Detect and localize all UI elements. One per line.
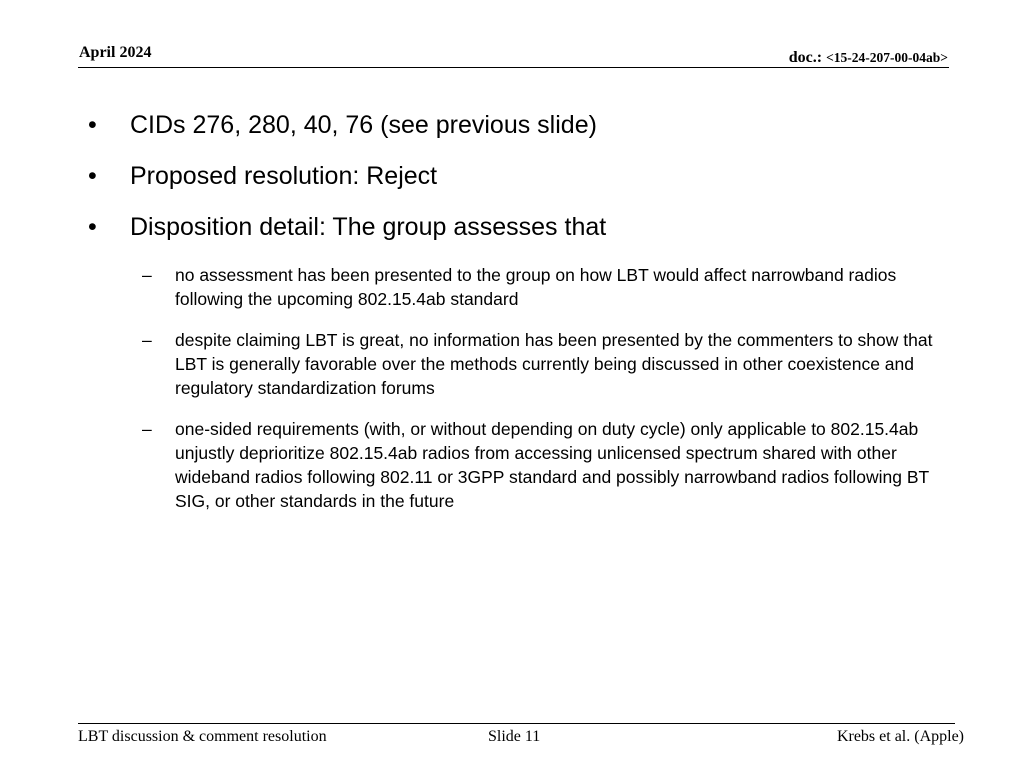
bullet-resolution (88, 161, 958, 192)
bullet-disposition (88, 212, 958, 243)
bullet-mark: • (88, 213, 97, 241)
sub-bullet-text: no assessment has been presented to the group on how LBT would affect narrowband radios following the upcoming 802.15.4ab standard (175, 265, 897, 309)
bullet-mark: • (88, 162, 97, 190)
header-doc-id (789, 49, 948, 67)
sub-bullet-text: despite claiming LBT is great, no information has been presented by the commenters to show that LBT is generally favorable over the methods currently being discussed in other coexistence and regulatory standardization forums (175, 330, 933, 398)
sub-bullet-one-sided (88, 417, 958, 513)
sub-bullet-no-assessment (88, 263, 958, 311)
footer-divider (78, 723, 955, 724)
bullet-mark: • (88, 111, 97, 139)
header-divider (78, 67, 949, 68)
sub-bullet-list (88, 263, 958, 513)
sub-bullet-mark: – (142, 265, 152, 285)
sub-bullet-lbt-claims (88, 328, 958, 400)
slide-number: Slide 11 (488, 728, 541, 745)
bullet-text: Disposition detail: The group assesses that (130, 213, 607, 241)
sub-bullet-mark: – (142, 419, 152, 439)
header-date: April 2024 (79, 44, 152, 61)
footer-authors: Krebs et al. (Apple) (836, 728, 964, 745)
bullet-text: CIDs 276, 280, 40, 76 (see previous slide) (130, 111, 597, 139)
footer-title: LBT discussion & comment resolution (78, 728, 327, 745)
doc-label: doc.: (788, 49, 827, 66)
sub-bullet-text: one-sided requirements (with, or without depending on duty cycle) only applicable to 802.15.4ab unjustly deprioritize 802.15.4ab radios from accessing unlicensed spectrum shared with other wideband radios following 802.11 or 3GPP standard and possibly narrowband radios following BT SIG, or other standards in the future (175, 419, 929, 511)
slide-body (88, 110, 958, 530)
bullet-text: Proposed resolution: Reject (130, 162, 438, 190)
doc-number: <15-24-207-00-04ab> (826, 50, 948, 65)
bullet-cids (88, 110, 958, 141)
sub-bullet-mark: – (142, 330, 152, 350)
